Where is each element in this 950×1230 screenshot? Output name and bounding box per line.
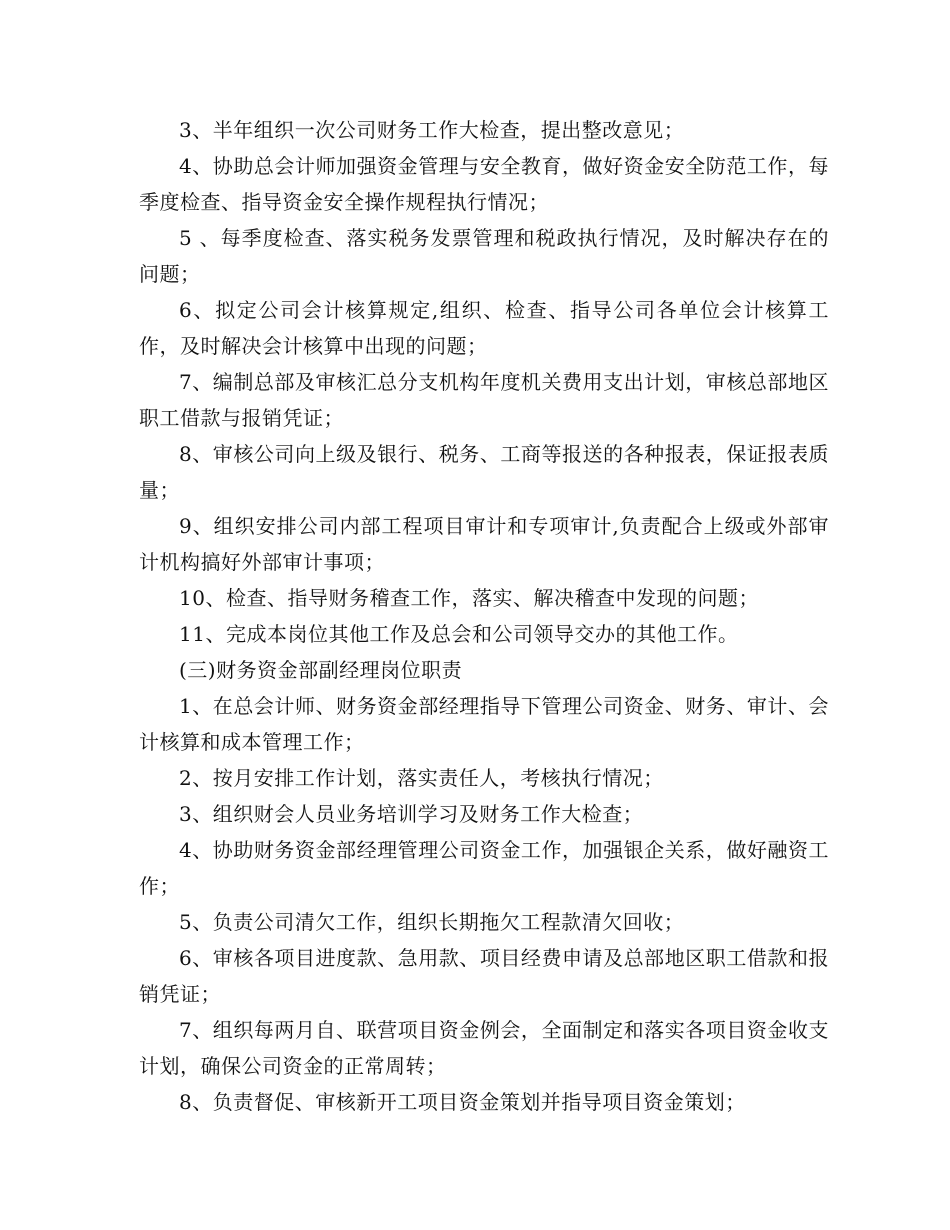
paragraph: 7、编制总部及审核汇总分支机构年度机关费用支出计划，审核总部地区职工借款与报销凭证； — [139, 370, 829, 430]
paragraph: 1、在总会计师、财务资金部经理指导下管理公司资金、财务、审计、会计核算和成本管理工作； — [139, 694, 829, 754]
paragraph: 9、组织安排公司内部工程项目审计和专项审计,负责配合上级或外部审计机构搞好外部审计事项； — [139, 514, 829, 574]
paragraph: 2、按月安排工作计划，落实责任人，考核执行情况； — [179, 766, 664, 790]
paragraph: 6、拟定公司会计核算规定,组织、检查、指导公司各单位会计核算工作，及时解决会计核算中出现的问题； — [139, 298, 829, 358]
paragraph: 5 、每季度检查、落实税务发票管理和税政执行情况，及时解决存在的问题； — [139, 226, 829, 286]
paragraph: 3、组织财会人员业务培训学习及财务工作大检查； — [179, 802, 644, 826]
paragraph: 3、半年组织一次公司财务工作大检查，提出整改意见； — [179, 118, 685, 142]
paragraph: 4、协助总会计师加强资金管理与安全教育，做好资金安全防范工作，每季度检查、指导资金安全操作规程执行情况； — [139, 154, 829, 214]
paragraph: 7、组织每两月自、联营项目资金例会，全面制定和落实各项目资金收支计划，确保公司资金的正常周转； — [139, 1018, 829, 1078]
section-heading: (三)财务资金部副经理岗位职责 — [179, 658, 463, 682]
paragraph: 4、协助财务资金部经理管理公司资金工作，加强银企关系，做好融资工作； — [139, 838, 829, 898]
paragraph: 5、负责公司清欠工作，组织长期拖欠工程款清欠回收； — [179, 910, 685, 934]
paragraph: 6、审核各项目进度款、急用款、项目经费申请及总部地区职工借款和报销凭证； — [139, 946, 829, 1006]
paragraph: 11、完成本岗位其他工作及总会和公司领导交办的其他工作。 — [179, 622, 739, 646]
paragraph: 8、审核公司向上级及银行、税务、工商等报送的各种报表，保证报表质量； — [139, 442, 829, 502]
document-body — [139, 112, 829, 1120]
paragraph: 8、负责督促、审核新开工项目资金策划并指导项目资金策划； — [179, 1090, 746, 1114]
paragraph: 10、检查、指导财务稽查工作，落实、解决稽查中发现的问题； — [179, 586, 759, 610]
